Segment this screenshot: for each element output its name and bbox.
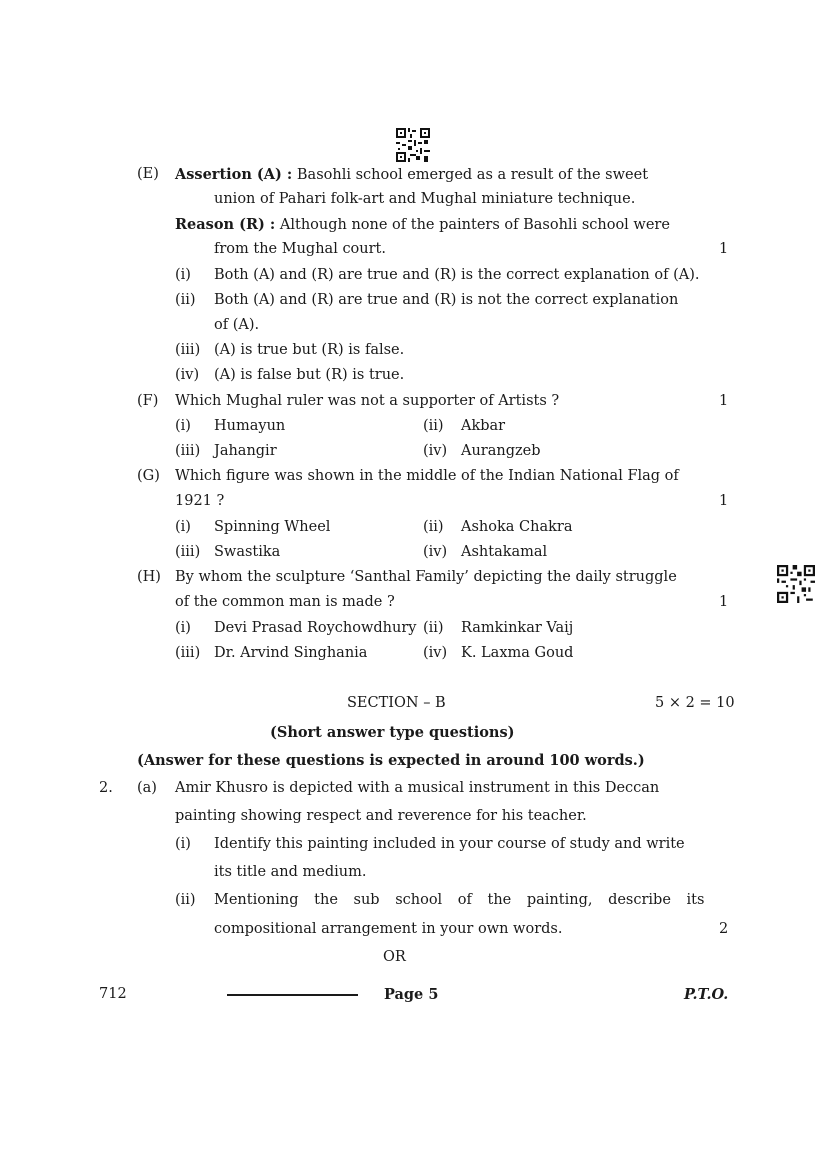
option-num: (i) (175, 267, 191, 283)
sub-text: Mentioning the sub school of the painting, describe its (214, 892, 705, 908)
option-text: Humayun (214, 418, 286, 434)
question-h-line1: By whom the sculpture ‘Santhal Family’ depicting the daily struggle (175, 569, 677, 585)
option-num: (i) (175, 418, 191, 434)
option-text: Ashtakamal (461, 544, 548, 560)
question-g-line2: 1921 ? (175, 493, 225, 509)
qr-code-top (396, 128, 430, 162)
option-num: (iii) (175, 544, 201, 560)
marks-h: 1 (719, 594, 729, 610)
question-h-line2: of the common man is made ? (175, 594, 395, 610)
reason-text: Although none of the painters of Basohli school were (279, 217, 670, 233)
question-g-line1: Which figure was shown in the middle of the Indian National Flag of (175, 468, 679, 484)
question-2-number: 2. (99, 780, 113, 796)
question-g-label: (G) (137, 468, 160, 484)
question-f-text: Which Mughal ruler was not a supporter of Artists ? (175, 393, 560, 409)
question-e-label: (E) (137, 166, 159, 182)
option-text: Ashoka Chakra (461, 519, 573, 535)
sub-num: (i) (175, 836, 191, 852)
section-b-marks: 5 × 2 = 10 (655, 695, 735, 711)
marks-e: 1 (719, 241, 729, 257)
reason-label: Reason (R) : (175, 216, 276, 233)
option-text: Aurangzeb (461, 443, 541, 459)
sub-text-cont: compositional arrangement in your own words. (214, 921, 563, 937)
marks-g: 1 (719, 493, 729, 509)
question-2-line1: Amir Khusro is depicted with a musical instrument in this Deccan (175, 780, 660, 796)
option-text: Jahangir (214, 443, 277, 459)
option-text: Both (A) and (R) are true and (R) is the correct explanation of (A). (214, 267, 700, 283)
option-num: (ii) (423, 418, 444, 434)
option-text: Spinning Wheel (214, 519, 331, 535)
question-f-label: (F) (137, 393, 159, 409)
option-text-cont: of (A). (214, 317, 260, 333)
option-text: Devi Prasad Roychowdhury (214, 620, 417, 636)
pto-label: P.T.O. (684, 986, 729, 1003)
option-num: (ii) (175, 292, 196, 308)
option-num: (ii) (423, 519, 444, 535)
option-text: K. Laxma Goud (461, 645, 574, 661)
option-num: (iv) (423, 443, 448, 459)
page-number: Page 5 (384, 986, 439, 1003)
assertion-label: Assertion (A) : (175, 166, 293, 183)
option-num: (iii) (175, 342, 201, 358)
option-text: (A) is false but (R) is true. (214, 367, 405, 383)
question-2-line2: painting showing respect and reverence for his teacher. (175, 808, 587, 824)
option-text: Both (A) and (R) are true and (R) is not the correct explanation (214, 292, 679, 308)
reason-line2: from the Mughal court. (214, 241, 386, 257)
question-h-label: (H) (137, 569, 161, 585)
option-text: (A) is true but (R) is false. (214, 342, 405, 358)
option-num: (i) (175, 519, 191, 535)
option-num: (i) (175, 620, 191, 636)
section-b-title: SECTION – B (347, 695, 446, 711)
footer-rule (227, 994, 358, 996)
marks-f: 1 (719, 393, 729, 409)
assertion-text: Basohli school emerged as a result of the sweet (296, 167, 649, 183)
assertion-line1 (175, 166, 692, 183)
question-2-part: (a) (137, 780, 157, 796)
option-text: Ramkinkar Vaij (461, 620, 574, 636)
section-b-instruction: (Answer for these questions is expected in around 100 words.) (137, 752, 645, 769)
option-num: (iv) (175, 367, 200, 383)
option-num: (iii) (175, 443, 201, 459)
option-num: (ii) (423, 620, 444, 636)
sub-text: Identify this painting included in your course of study and write (214, 836, 685, 852)
option-text: Swastika (214, 544, 281, 560)
sub-text-cont: its title and medium. (214, 864, 367, 880)
section-b-subtitle: (Short answer type questions) (270, 724, 515, 741)
assertion-line2: union of Pahari folk-art and Mughal miniature technique. (214, 191, 636, 207)
sub-num: (ii) (175, 892, 196, 908)
reason-line1 (175, 216, 670, 233)
option-num: (iii) (175, 645, 201, 661)
paper-code: 712 (99, 986, 127, 1002)
qr-code-side (777, 565, 815, 603)
marks-q2: 2 (719, 921, 729, 937)
or-separator: OR (383, 949, 406, 965)
option-num: (iv) (423, 645, 448, 661)
option-text: Akbar (461, 418, 506, 434)
option-num: (iv) (423, 544, 448, 560)
option-text: Dr. Arvind Singhania (214, 645, 368, 661)
